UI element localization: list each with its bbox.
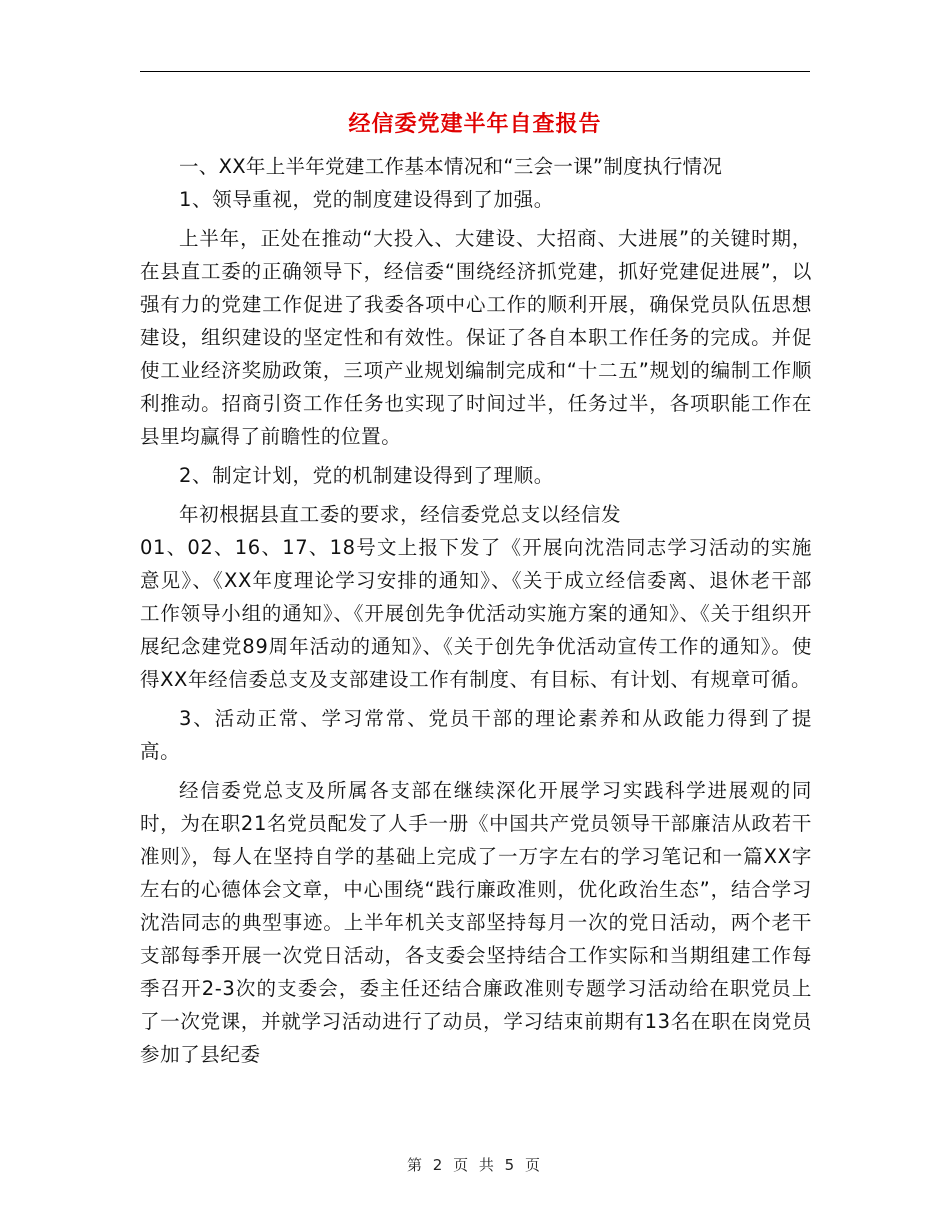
- paragraph-2: 01、02、16、17、18号文上报下发了《开展向沈浩同志学习活动的实施意见》、《XX年度理论学习安排的通知》、《关于成立经信委离、退休老干部工作领导小组的通知》、《开展创先争优活动实施方案的通知》、《关于组织开展纪念建党89周年活动的通知》、《关于创先争优活动宣传工作的通知》。使得XX年经信委总支及支部建设工作有制度、有目标、有计划、有规章可循。: [140, 536, 812, 691]
- paragraph-1: 上半年，正处在推动“大投入、大建设、大招商、大进展”的关键时期，在县直工委的正确领导下，经信委“围绕经济抓党建，抓好党建促进展”，以强有力的党建工作促进了我委各项中心工作的顺利开展，确保党员队伍思想建设，组织建设的坚定性和有效性。保证了各自本职工作任务的完成。并促使工业经济奖励政策，三项产业规划编制完成和“十二五”规划的编制工作顺利推动。招商引资工作任务也实现了时间过半，任务过半，各项职能工作在县里均赢得了前瞻性的位置。: [140, 227, 812, 448]
- section-heading: 一、XX年上半年党建工作基本情况和“三会一课”制度执行情况: [179, 155, 723, 178]
- document-body: [140, 150, 812, 1071]
- paragraph-3: 经信委党总支及所属各支部在继续深化开展学习实践科学进展观的同时，为在职21名党员配发了人手一册《中国共产党员领导干部廉洁从政若干准则》，每人在坚持自学的基础上完成了一万字左右的学习笔记和一篇XX字左右的心德体会文章，中心围绕“践行廉政准则，优化政治生态”，结合学习沈浩同志的典型事迹。上半年机关支部坚持每月一次的党日活动，两个老干支部每季开展一次党日活动，各支委会坚持结合工作实际和当期组建工作每季召开2-3次的支委会，委主任还结合廉政准则专题学习活动给在职党员上了一次党课，并就学习活动进行了动员，学习结束前期有13名在职在岗党员参加了县纪委: [140, 779, 812, 1066]
- paragraph-2-intro: 年初根据县直工委的要求，经信委党总支以经信发: [179, 503, 622, 526]
- subheading-1: 1、领导重视，党的制度建设得到了加强。: [179, 188, 554, 211]
- document-title: 经信委党建半年自查报告: [348, 112, 602, 137]
- subheading-2: 2、制定计划，党的机制建设得到了理顺。: [179, 464, 554, 487]
- subheading-3: 3、活动正常、学习常常、党员干部的理论素养和从政能力得到了提高。: [140, 707, 812, 763]
- page-number: 第 2 页 共 5 页: [407, 1156, 543, 1174]
- header-rule: [140, 71, 810, 72]
